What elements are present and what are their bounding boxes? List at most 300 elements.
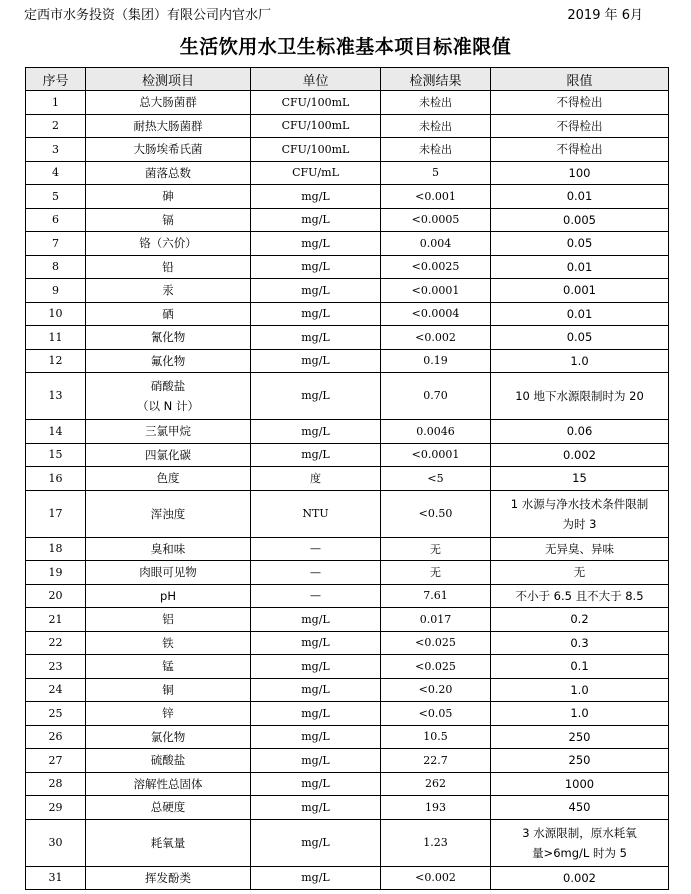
cell-result-text: 7.61 <box>423 589 448 603</box>
cell-result <box>381 161 491 185</box>
cell-limit <box>491 561 669 585</box>
cell-result <box>381 114 491 138</box>
cell-item <box>86 138 251 162</box>
cell-item <box>86 467 251 491</box>
cell-unit-text: mg/L <box>301 307 330 321</box>
cell-no-text: 8 <box>52 260 59 274</box>
cell-limit-text: 3 水源限制，原水耗氧 <box>522 825 637 840</box>
cell-limit <box>491 349 669 373</box>
cell-item <box>86 255 251 279</box>
cell-no-text: 23 <box>48 659 63 673</box>
cell-no <box>26 443 86 467</box>
table-row <box>26 655 669 679</box>
cell-no <box>26 608 86 632</box>
cell-limit <box>491 584 669 608</box>
cell-item <box>86 185 251 209</box>
cell-limit-text-line2: 量>6mg/L 时为 5 <box>532 845 627 860</box>
cell-limit-text: 0.3 <box>570 635 589 650</box>
cell-result <box>381 302 491 326</box>
cell-limit-text: 0.05 <box>566 330 593 345</box>
cell-result <box>381 725 491 749</box>
cell-limit <box>491 490 669 537</box>
table-row <box>26 326 669 350</box>
cell-item-text: 总大肠菌群 <box>139 95 197 110</box>
table-row <box>26 161 669 185</box>
cell-item-text-line2: （以 N 计） <box>137 399 199 413</box>
report-date: 2019 年 6月 <box>567 8 643 23</box>
cell-result-text: <0.50 <box>418 506 453 520</box>
cell-result-text: <0.025 <box>415 659 456 673</box>
table-row <box>26 420 669 444</box>
cell-result <box>381 772 491 796</box>
cell-item-text: 耗氧量 <box>150 835 186 850</box>
cell-no-text: 3 <box>52 142 59 156</box>
cell-no <box>26 114 86 138</box>
cell-result <box>381 561 491 585</box>
cell-no-text: 14 <box>48 424 63 438</box>
cell-no <box>26 420 86 444</box>
cell-unit-text: CFU/mL <box>292 166 339 180</box>
cell-unit <box>251 819 381 866</box>
cell-no-text: 9 <box>52 283 59 297</box>
cell-result <box>381 349 491 373</box>
cell-item <box>86 208 251 232</box>
cell-unit-text: mg/L <box>301 871 330 885</box>
cell-result-text: 未检出 <box>419 96 452 110</box>
cell-item <box>86 373 251 420</box>
cell-no <box>26 91 86 115</box>
cell-result-text: 193 <box>425 800 446 814</box>
table-row <box>26 279 669 303</box>
cell-no-text: 25 <box>48 706 63 720</box>
cell-result-text: 0.017 <box>419 612 452 626</box>
cell-no-text: 24 <box>48 683 63 697</box>
cell-no-text: 21 <box>48 612 63 626</box>
table-row <box>26 208 669 232</box>
table-row <box>26 467 669 491</box>
cell-item <box>86 161 251 185</box>
cell-unit <box>251 208 381 232</box>
cell-item <box>86 655 251 679</box>
cell-limit-text: 0.005 <box>563 212 596 227</box>
cell-limit <box>491 255 669 279</box>
cell-result-text: 1.23 <box>423 835 448 849</box>
cell-unit <box>251 749 381 773</box>
cell-unit <box>251 678 381 702</box>
cell-item <box>86 91 251 115</box>
cell-no <box>26 279 86 303</box>
cell-no <box>26 467 86 491</box>
cell-unit <box>251 138 381 162</box>
cell-no-text: 4 <box>52 166 59 180</box>
cell-limit <box>491 725 669 749</box>
cell-no <box>26 584 86 608</box>
cell-item <box>86 631 251 655</box>
table-row <box>26 91 669 115</box>
cell-no <box>26 537 86 561</box>
cell-result-text: 0.0046 <box>416 424 455 438</box>
cell-item-text: 锰 <box>162 659 174 674</box>
cell-limit-text: 0.2 <box>570 612 589 627</box>
cell-no <box>26 819 86 866</box>
cell-limit <box>491 537 669 561</box>
cell-result <box>381 678 491 702</box>
cell-result <box>381 467 491 491</box>
cell-unit <box>251 702 381 726</box>
cell-unit <box>251 866 381 890</box>
cell-item-text: 砷 <box>162 189 174 204</box>
cell-no <box>26 490 86 537</box>
cell-item <box>86 232 251 256</box>
table-row <box>26 796 669 820</box>
table-row <box>26 702 669 726</box>
cell-result-text: 0.70 <box>423 389 448 402</box>
cell-item <box>86 302 251 326</box>
cell-unit <box>251 655 381 679</box>
cell-no-text: 18 <box>48 542 63 556</box>
cell-item-text: 氟化物 <box>150 353 186 368</box>
cell-item-text: 硝酸盐 <box>150 379 186 393</box>
cell-no-text: 27 <box>48 753 63 767</box>
cell-item <box>86 420 251 444</box>
cell-result-text: <0.001 <box>415 189 456 203</box>
cell-unit <box>251 420 381 444</box>
cell-no <box>26 655 86 679</box>
cell-no <box>26 725 86 749</box>
cell-no-text: 28 <box>48 777 63 791</box>
cell-no <box>26 631 86 655</box>
cell-no <box>26 349 86 373</box>
cell-no-text: 20 <box>48 589 63 603</box>
cell-unit <box>251 490 381 537</box>
cell-limit-text: 0.01 <box>566 189 593 204</box>
cell-limit-text: 无 <box>573 565 586 580</box>
cell-limit <box>491 114 669 138</box>
cell-unit-text: mg/L <box>301 800 330 814</box>
cell-result <box>381 185 491 209</box>
table-row <box>26 138 669 162</box>
cell-no <box>26 678 86 702</box>
table-row <box>26 443 669 467</box>
cell-limit <box>491 702 669 726</box>
cell-unit <box>251 772 381 796</box>
cell-unit <box>251 537 381 561</box>
cell-result-text: <0.20 <box>418 683 453 697</box>
cell-limit-text: 250 <box>568 729 591 744</box>
cell-limit-text: 1000 <box>564 776 595 791</box>
column-header-item: 检测项目 <box>86 68 251 91</box>
cell-item-text: pH <box>160 588 176 603</box>
cell-result <box>381 749 491 773</box>
cell-limit-text: 1.0 <box>570 706 589 721</box>
cell-result-text: <0.0001 <box>411 448 460 462</box>
cell-unit <box>251 561 381 585</box>
cell-no-text: 31 <box>48 871 63 885</box>
column-header-no: 序号 <box>26 68 86 91</box>
table-row <box>26 114 669 138</box>
cell-unit-text: mg/L <box>301 213 330 227</box>
cell-item <box>86 561 251 585</box>
cell-unit <box>251 161 381 185</box>
cell-unit-text: mg/L <box>301 730 330 744</box>
cell-item-text: 耐热大肠菌群 <box>133 118 203 133</box>
cell-result <box>381 326 491 350</box>
cell-limit <box>491 279 669 303</box>
cell-limit-text: 0.06 <box>566 424 593 439</box>
cell-no-text: 11 <box>48 330 63 344</box>
cell-limit <box>491 302 669 326</box>
cell-unit-text: mg/L <box>301 753 330 767</box>
cell-unit <box>251 349 381 373</box>
cell-unit-text: NTU <box>302 506 329 520</box>
cell-limit <box>491 655 669 679</box>
cell-limit <box>491 232 669 256</box>
cell-unit <box>251 279 381 303</box>
cell-item-text: 菌落总数 <box>145 165 191 180</box>
cell-no <box>26 255 86 279</box>
cell-no <box>26 161 86 185</box>
table-row <box>26 772 669 796</box>
cell-unit-text: CFU/100mL <box>281 95 350 109</box>
cell-result-text: <0.0001 <box>411 283 460 297</box>
cell-item-text: 铜 <box>162 682 174 697</box>
cell-result <box>381 443 491 467</box>
cell-no <box>26 326 86 350</box>
cell-unit-text: mg/L <box>301 777 330 791</box>
cell-unit <box>251 631 381 655</box>
cell-unit <box>251 114 381 138</box>
cell-limit-text: 1 水源与净水技术条件限制 <box>510 496 649 511</box>
cell-no <box>26 232 86 256</box>
cell-result-text: 0.004 <box>419 236 452 250</box>
cell-unit <box>251 91 381 115</box>
cell-result <box>381 584 491 608</box>
cell-no-text: 7 <box>52 236 59 250</box>
cell-no <box>26 138 86 162</box>
cell-limit <box>491 796 669 820</box>
cell-item-text: 汞 <box>162 283 174 298</box>
cell-no <box>26 208 86 232</box>
cell-limit-text: 0.05 <box>566 236 593 251</box>
table-row <box>26 584 669 608</box>
cell-no <box>26 702 86 726</box>
table-row <box>26 255 669 279</box>
cell-result <box>381 631 491 655</box>
cell-item-text: 总硬度 <box>150 800 186 815</box>
cell-unit <box>251 326 381 350</box>
cell-limit-text: 0.002 <box>563 447 596 462</box>
cell-unit <box>251 255 381 279</box>
cell-unit-text: mg/L <box>301 706 330 720</box>
cell-limit-text: 不得检出 <box>556 95 603 110</box>
cell-result <box>381 138 491 162</box>
cell-limit-text: 10 地下水源限制时为 20 <box>515 389 644 403</box>
cell-no <box>26 561 86 585</box>
cell-item-text: 硒 <box>162 306 174 321</box>
cell-item <box>86 279 251 303</box>
column-header-result: 检测结果 <box>381 68 491 91</box>
cell-result <box>381 608 491 632</box>
table-row <box>26 537 669 561</box>
cell-unit-text: mg/L <box>301 424 330 438</box>
cell-no-text: 2 <box>52 119 59 133</box>
cell-unit-text: — <box>310 542 321 556</box>
cell-item <box>86 114 251 138</box>
cell-limit <box>491 819 669 866</box>
standards-table <box>25 67 669 890</box>
table-header-row <box>26 68 669 91</box>
cell-limit-text: 0.01 <box>566 259 593 274</box>
cell-item <box>86 326 251 350</box>
cell-limit <box>491 161 669 185</box>
cell-result <box>381 819 491 866</box>
table-row <box>26 866 669 890</box>
page-title: 生活饮用水卫生标准基本项目标准限值 <box>179 36 512 58</box>
cell-no <box>26 772 86 796</box>
cell-item <box>86 866 251 890</box>
cell-item <box>86 796 251 820</box>
cell-unit-text: mg/L <box>301 260 330 274</box>
cell-limit <box>491 678 669 702</box>
page-header <box>0 0 691 28</box>
cell-no-text: 12 <box>48 354 63 368</box>
cell-item <box>86 490 251 537</box>
cell-result <box>381 91 491 115</box>
cell-no <box>26 185 86 209</box>
cell-unit <box>251 185 381 209</box>
cell-item-text: 铝 <box>162 612 174 627</box>
cell-limit-text: 无异臭、异味 <box>545 541 614 556</box>
cell-no-text: 19 <box>48 565 63 579</box>
table-row <box>26 608 669 632</box>
cell-unit <box>251 608 381 632</box>
cell-unit-text: mg/L <box>301 448 330 462</box>
cell-item <box>86 443 251 467</box>
cell-unit-text: mg/L <box>301 659 330 673</box>
cell-no-text: 10 <box>48 307 63 321</box>
column-header-unit: 单位 <box>251 68 381 91</box>
cell-result-text: <0.05 <box>418 706 453 720</box>
cell-unit-text: mg/L <box>301 636 330 650</box>
cell-limit-text: 1.0 <box>570 353 589 368</box>
cell-limit-text: 0.002 <box>563 870 596 885</box>
cell-result <box>381 232 491 256</box>
cell-item <box>86 678 251 702</box>
cell-result <box>381 655 491 679</box>
cell-item-text: 溶解性总固体 <box>133 776 203 791</box>
cell-limit-text: 不得检出 <box>556 118 603 133</box>
cell-limit-text: 0.1 <box>570 659 589 674</box>
cell-result-text: 无 <box>430 566 441 580</box>
cell-limit <box>491 631 669 655</box>
cell-result-text: <0.0004 <box>411 307 460 321</box>
cell-limit <box>491 772 669 796</box>
cell-item <box>86 749 251 773</box>
cell-unit-text: CFU/100mL <box>281 142 350 156</box>
cell-unit-text: mg/L <box>301 612 330 626</box>
cell-result-text: <5 <box>427 471 444 485</box>
cell-result <box>381 490 491 537</box>
cell-item-text: 氰化物 <box>150 330 186 345</box>
cell-unit-text: mg/L <box>301 389 330 402</box>
cell-limit-text: 0.01 <box>566 306 593 321</box>
cell-result <box>381 255 491 279</box>
cell-result <box>381 279 491 303</box>
company-name: 定西市水务投资（集团）有限公司内官水厂 <box>24 8 272 23</box>
cell-limit <box>491 373 669 420</box>
cell-item-text: 氯化物 <box>150 729 186 744</box>
cell-limit <box>491 420 669 444</box>
table-row <box>26 749 669 773</box>
cell-result <box>381 373 491 420</box>
cell-result <box>381 796 491 820</box>
cell-unit-text: mg/L <box>301 330 330 344</box>
cell-limit-text: 15 <box>572 471 587 486</box>
cell-item-text: 肉眼可见物 <box>139 565 197 580</box>
table-row <box>26 302 669 326</box>
cell-result <box>381 208 491 232</box>
cell-result <box>381 537 491 561</box>
cell-item-text: 大肠埃希氏菌 <box>133 142 203 157</box>
cell-no <box>26 796 86 820</box>
cell-result-text: 未检出 <box>419 143 452 157</box>
cell-no-text: 17 <box>48 506 63 520</box>
cell-result-text: <0.025 <box>415 636 456 650</box>
table-row <box>26 490 669 537</box>
cell-item-text: 四氯化碳 <box>145 447 191 462</box>
cell-no-text: 15 <box>48 448 63 462</box>
cell-result <box>381 420 491 444</box>
table-row <box>26 725 669 749</box>
cell-item-text: 硫酸盐 <box>150 753 186 768</box>
cell-item-text: 镉 <box>162 212 174 227</box>
column-header-limit: 限值 <box>491 68 669 91</box>
cell-limit <box>491 866 669 890</box>
cell-result-text: 无 <box>430 542 441 556</box>
cell-limit-text: 100 <box>568 165 591 180</box>
cell-item-text: 铅 <box>162 259 174 274</box>
cell-no-text: 16 <box>48 471 63 485</box>
cell-limit <box>491 91 669 115</box>
cell-limit-text: 1.0 <box>570 682 589 697</box>
cell-no <box>26 749 86 773</box>
cell-no-text: 5 <box>52 189 59 203</box>
cell-result-text: <0.002 <box>415 330 456 344</box>
cell-limit <box>491 138 669 162</box>
table-row <box>26 232 669 256</box>
table-body <box>26 91 669 890</box>
cell-unit <box>251 373 381 420</box>
cell-no-text: 13 <box>48 389 63 402</box>
cell-limit <box>491 208 669 232</box>
cell-no-text: 29 <box>48 800 63 814</box>
cell-unit-text: mg/L <box>301 835 330 849</box>
cell-limit <box>491 608 669 632</box>
cell-no <box>26 302 86 326</box>
cell-limit <box>491 749 669 773</box>
cell-item <box>86 584 251 608</box>
cell-unit <box>251 302 381 326</box>
cell-unit-text: mg/L <box>301 283 330 297</box>
cell-no-text: 30 <box>48 835 63 849</box>
cell-result <box>381 702 491 726</box>
cell-unit-text: CFU/100mL <box>281 119 350 133</box>
cell-item-text: 挥发酚类 <box>145 870 191 885</box>
cell-unit-text: — <box>310 589 321 603</box>
cell-item <box>86 725 251 749</box>
cell-item <box>86 772 251 796</box>
cell-unit-text: mg/L <box>301 189 330 203</box>
